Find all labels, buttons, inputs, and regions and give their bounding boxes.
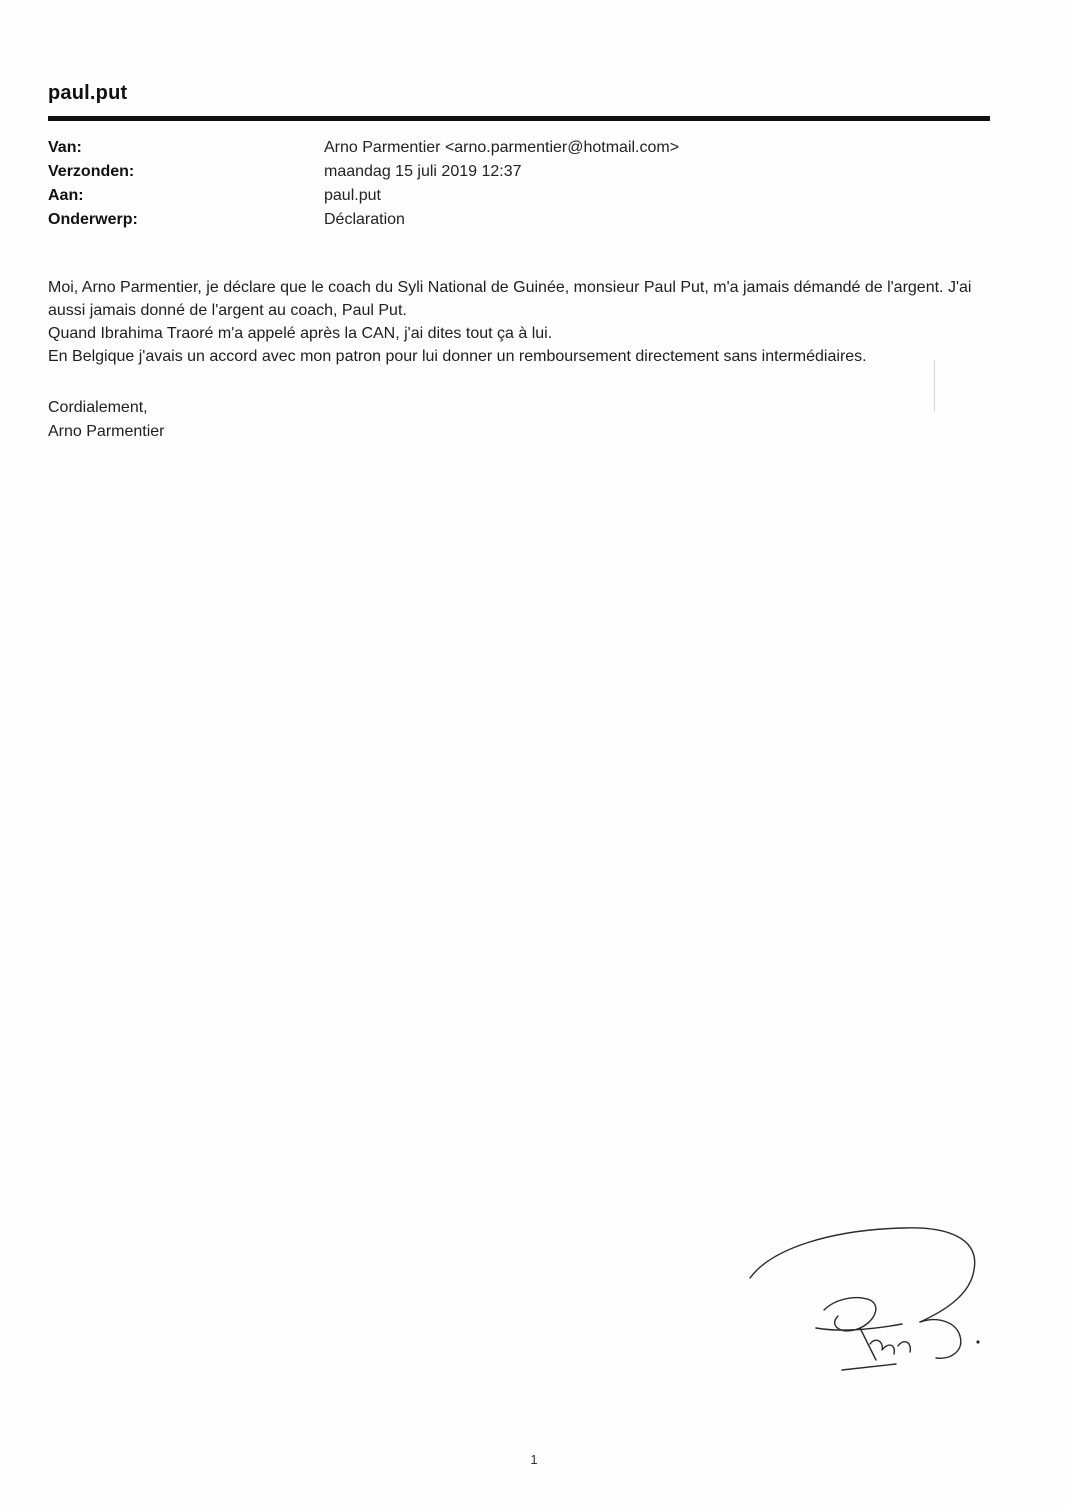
field-to — [48, 184, 948, 208]
field-sent-value: maandag 15 juli 2019 12:37 — [324, 163, 522, 180]
field-subject-label: Onderwerp: — [48, 211, 138, 228]
field-from-value: Arno Parmentier <arno.parmentier@hotmail.com> — [324, 139, 680, 156]
closing-sender-name: Arno Parmentier — [48, 423, 165, 440]
closing-salutation: Cordialement, — [48, 399, 148, 416]
field-subject — [48, 208, 948, 232]
field-from — [48, 136, 948, 160]
field-to-label: Aan: — [48, 187, 84, 204]
scan-artifact — [934, 360, 935, 412]
field-to-value: paul.put — [324, 187, 381, 204]
body-paragraph: Quand Ibrahima Traoré m'a appelé après la CAN, j'ai dites tout ça à lui. — [48, 325, 553, 342]
field-from-label: Van: — [48, 139, 82, 156]
document-heading: paul.put — [48, 82, 128, 104]
body-paragraph: Moi, Arno Parmentier, je déclare que le coach du Syli National de Guinée, monsieur Paul Put, m'a jamais démandé de l'argent. J'ai aussi jamais donné de l'argent au coach, Paul Put. — [48, 279, 972, 319]
header-rule — [48, 116, 990, 121]
page-number: 1 — [530, 1452, 538, 1467]
email-header-fields — [48, 136, 948, 232]
email-closing — [48, 396, 165, 444]
body-paragraph: En Belgique j'avais un accord avec mon patron pour lui donner un remboursement directement sans intermédiaires. — [48, 348, 867, 365]
field-sent-label: Verzonden: — [48, 163, 135, 180]
field-sent — [48, 160, 948, 184]
email-body — [48, 276, 988, 368]
field-subject-value: Déclaration — [324, 211, 405, 228]
handwritten-signature — [742, 1218, 992, 1388]
